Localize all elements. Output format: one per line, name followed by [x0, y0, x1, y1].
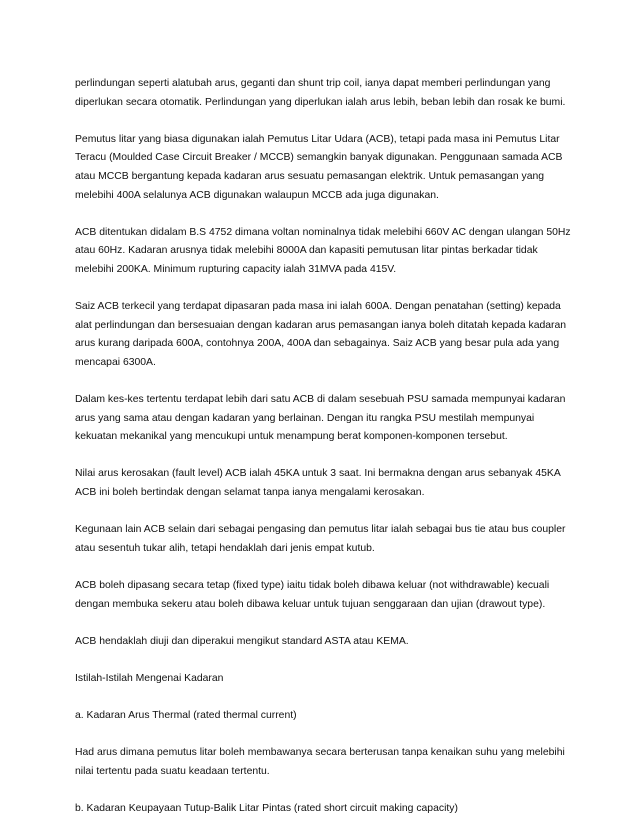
paragraph-testing-standard: ACB hendaklah diuji dan diperakui mengikut standard ASTA atau KEMA.	[75, 635, 409, 647]
paragraph-breaker-types: Pemutus litar yang biasa digunakan ialah Pemutus Litar Udara (ACB), tetapi pada masa ini Pemutus Litar Teracu (Moulded Case Circuit Breaker / MCCB) semangkin banyak digunakan. Penggunaan samada ACB atau MCCB bergantung kepada kadaran arus sesuatu pemasangan elektrik. Untuk pemasangan yang melebihi 400A selalunya ACB digunakan walaupun MCCB ada juga digunakan.	[75, 133, 563, 201]
paragraph-acb-standard: ACB ditentukan didalam B.S 4752 dimana voltan nominalnya tidak melebihi 660V AC dengan ulangan 50Hz atau 60Hz. Kadaran arusnya tidak melebihi 8000A dan kapasiti pemutusan litar pintas berkadar tidak melebihi 200KA. Minimum rupturing capacity ialah 31MVA pada 415V.	[75, 226, 571, 275]
paragraph-installation-type: ACB boleh dipasang secara tetap (fixed type) iaitu tidak boleh dibawa keluar (not withdrawable) kecuali dengan membuka sekeru atau boleh dibawa keluar untuk tujuan senggaraan dan ujian (drawout type).	[75, 580, 550, 610]
item-short-circuit-making-capacity: b. Kadaran Keupayaan Tutup-Balik Litar Pintas (rated short circuit making capacity)	[75, 803, 458, 815]
paragraph-fault-level: Nilai arus kerosakan (fault level) ACB ialah 45KA untuk 3 saat. Ini bermakna dengan arus sebanyak 45KA ACB ini boleh bertindak dengan selamat tanpa ianya mengalami kerosakan.	[75, 468, 561, 499]
paragraph-multiple-acb: Dalam kes-kes tertentu terdapat lebih dari satu ACB di dalam sesebuah PSU samada mempunyai kadaran arus yang sama atau dengan kadaran yang berlainan. Dengan itu rangka PSU mestilah mempunyai kekuatan mekanikal yang mencukupi untuk menampung berat komponen-komponen tersebut.	[75, 394, 566, 443]
paragraph-acb-size: Saiz ACB terkecil yang terdapat dipasaran pada masa ini ialah 600A. Dengan penatahan (setting) kepada alat perlindungan dan bersesuaian dengan kadaran arus pemasangan ianya boleh ditatah kepada kadaran arus kurang daripada 600A, contohnya 200A, 400A dan sebagainya. Saiz ACB yang besar pula ada yang mencapai 6300A.	[75, 301, 567, 368]
paragraph-thermal-definition: Had arus dimana pemutus litar boleh membawanya secara berterusan tanpa kenaikan suhu yang melebihi nilai tertentu pada suatu keadaan tertentu.	[75, 747, 565, 777]
paragraph-other-uses: Kegunaan lain ACB selain dari sebagai pengasing dan pemutus litar ialah sebagai bus tie atau bus coupler atau sesentuh tukar alih, tetapi hendaklah dari jenis empat kutub.	[75, 524, 566, 554]
item-rated-thermal-current: a. Kadaran Arus Thermal (rated thermal current)	[75, 710, 297, 722]
paragraph-protection-intro: perlindungan seperti alatubah arus, geganti dan shunt trip coil, ianya dapat memberi perlindungan yang diperlukan secara otomatik. Perlindungan yang diperlukan ialah arus lebih, beban lebih dan rosak ke bumi.	[75, 78, 566, 108]
document-body	[75, 75, 575, 837]
section-heading-ratings: Istilah-Istilah Mengenai Kadaran	[75, 673, 224, 684]
